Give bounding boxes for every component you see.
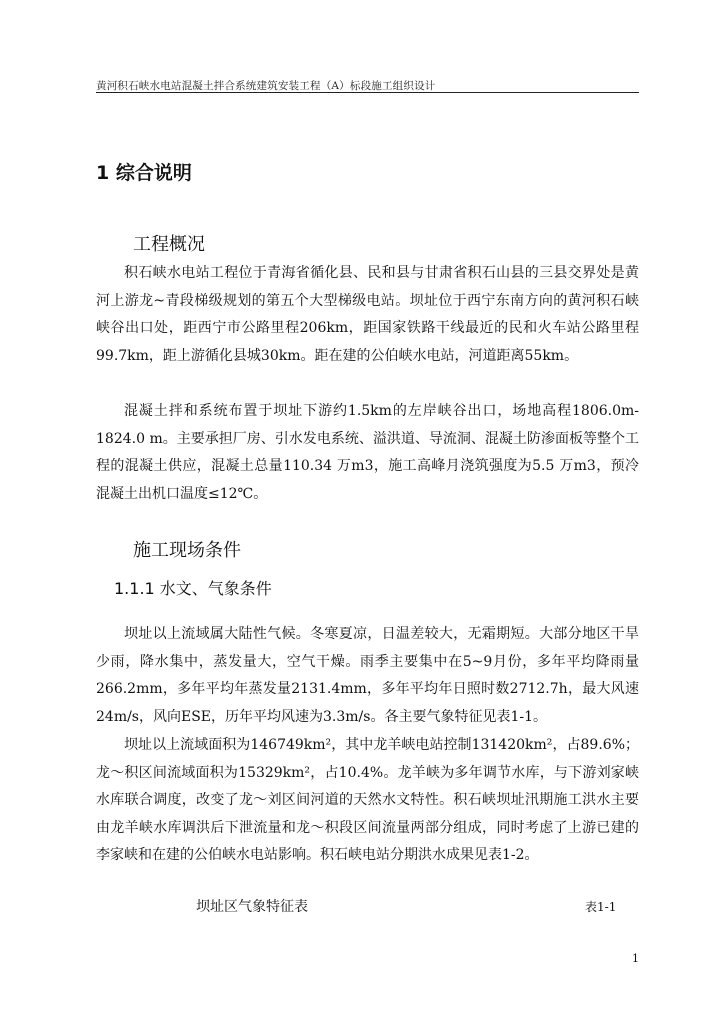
section-title: 1 综合说明: [96, 162, 192, 184]
page-number: 1: [632, 952, 639, 965]
climate-paragraph: 坝址以上流域属大陆性气候。冬寒夏凉，日温差较大，无霜期短。大部分地区干旱少雨，降水集中，蒸发量大，空气干燥。雨季主要集中在5~9月份，多年平均降雨量266.2mm，多年平均年蒸发量2131.4mm，多年平均年日照时数2712.7h，最大风速24m/s，风向ESE，历年平均风速为3.3m/s。各主要气象特征见表1-1。: [96, 626, 639, 725]
overview-paragraph-1: 积石峡水电站工程位于青海省循化县、民和县与甘肃省积石山县的三县交界处是黄河上游龙~青段梯级规划的第五个大型梯级电站。坝址位于西宁东南方向的黄河积石峡峡谷出口处，距西宁市公路里程206km，距国家铁路干线最近的民和火车站公路里程99.7km，距上游循化县城30km。距在建的公伯峡水电站，河道距离55km。: [96, 265, 639, 364]
header-divider: [96, 92, 639, 93]
hydrology-paragraph: 坝址以上流域面积为146749km²，其中龙羊峡电站控制131420km²，占89.6%；龙～积区间流域面积为15329km²，占10.4%。龙羊峡为多年调节水库，与下游刘家峡水库联合调度，改变了龙～刘区间河道的天然水文特性。积石峡坝址汛期施工洪水主要由龙羊峡水库调洪后下泄流量和龙～积段区间流量两部分组成，同时考虑了上游已建的李家峡和在建的公伯峡水电站影响。积石峡电站分期洪水成果见表1-2。: [96, 737, 639, 863]
overview-heading: 工程概况: [133, 234, 205, 255]
overview-paragraph-2: 混凝土拌和系统布置于坝址下游约1.5km的左岸峡谷出口，场地高程1806.0m-1824.0 m。主要承担厂房、引水发电系统、溢洪道、导流洞、混凝土防渗面板等整个工程的混凝土供应，混凝土总量110.34 万m3，施工高峰月浇筑强度为5.5 万m3，预冷混凝土出机口温度≤12℃。: [96, 403, 639, 502]
site-conditions-heading: 施工现场条件: [133, 540, 241, 561]
document-header: 黄河积石峡水电站混凝土拌合系统建筑安装工程（A）标段施工组织设计: [96, 80, 436, 92]
hydrology-subheading: 1.1.1 水文、气象条件: [114, 579, 272, 598]
table-number: 表1-1: [585, 900, 617, 914]
table-title: 坝址区气象特征表: [196, 899, 308, 915]
